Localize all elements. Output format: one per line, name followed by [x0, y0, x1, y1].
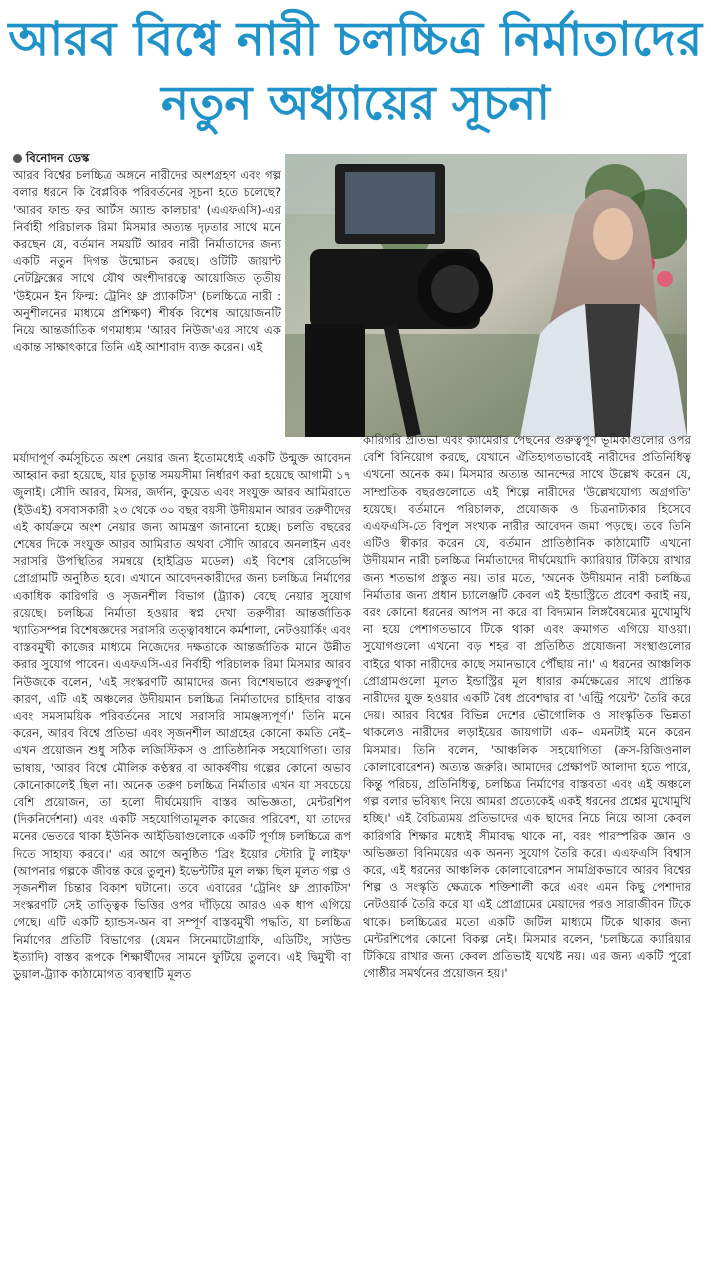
byline-text: বিনোদন ডেস্ক: [26, 151, 90, 165]
headline-line-2: নতুন অধ্যায়ের সূচনা: [161, 76, 550, 131]
photo-illustration: [285, 154, 687, 437]
paragraph-right: কারিগরি প্রতিভা এবং ক্যামেরার পেছনের গুরুত্বপূর্ণ ভূমিকাগুলোর ওপর বেশি বিনিয়োগ করছে, যেখানে ঐতিহ্যগতভাবেই নারীদের প্রতিনিধিত্ব এখনো অনেক কম। মিসমার অত্যন্ত আনন্দের সাথে উল্লেখ করেন যে, সাম্প্রতিক বছরগুলোতে এই শিল্পে নারীদের 'উল্লেখযোগ্য অগ্রগতি' হয়েছে। বর্তমানে পরিচালক, প্রযোজক ও চিত্রনাট্যকার হিসেবে এএফএসি-তে বিপুল সংখ্যক নারীর আবেদন জমা পড়ছে। তবে তিনি এটিও স্বীকার করেন যে, বর্তমান প্রাতিষ্ঠানিক কাঠামোটি এখনো উদীয়মান নারী চলচ্চিত্র নির্মাতাদের দীর্ঘমেয়াদি ক্যারিয়ার টিকিয়ে রাখার জন্য শতভাগ প্রস্তুত নয়। তার মতে, 'অনেক উদীয়মান নারী চলচ্চিত্র নির্মাতার জন্য প্রধান চ্যালেঞ্জটি কেবল এই ইন্ডাস্ট্রিতে প্রবেশ করাই নয়, বরং কোনো ধরনের আপস না করে বা বিদ্যমান লিঙ্গবৈষম্যের মুখোমুখি না হয়ে পেশাগতভাবে টিকে থাকা এবং ক্রমাগত এগিয়ে যাওয়া। সুযোগগুলো এখনো বড় শহর বা প্রতিষ্ঠিত প্রযোজনা সংস্থাগুলোর বাইরে থাকা নারীদের কাছে সমানভাবে পৌঁছায় না।' এ ধরনের আঞ্চলিক প্রোগ্রামগুলো মূলত ইন্ডাস্ট্রির মূল ধারার কর্মক্ষেত্রের সাথে প্রান্তিক নারীদের যুক্ত হওয়ার একটি বৈধ প্রবেশদ্বার বা 'এন্ট্রি পয়েন্ট' তৈরি করে দেয়। আরব বিশ্বের বিভিন্ন দেশের ভৌগোলিক ও সাংস্কৃতিক ভিন্নতা থাকলেও নারীদের লড়াইয়ের জায়গাটা এক– এমনটাই মনে করেন মিসমার। তিনি বলেন, 'আঞ্চলিক সহযোগিতা (ক্রস-রিজিওনাল কোলাবোরেশন) অত্যন্ত জরুরি। আমাদের প্রেক্ষাপট আলাদা হতে পারে, কিন্তু পরিচয়, প্রতিনিধিত্ব, চলচ্চিত্র নির্মাণের বাস্তবতা এবং এই অঞ্চলে গল্প বলার ভবিষ্যৎ নিয়ে আমরা প্রত্যেকেই একই ধরনের প্রশ্নের মুখোমুখি হচ্ছি।' এই বৈচিত্র্যময় প্রতিভাদের এক ছাদের নিচে নিয়ে আসা কেবল কারিগরি শিক্ষার মধ্যেই সীমাবদ্ধ থাকে না, বরং পারস্পরিক জ্ঞান ও অভিজ্ঞতা বিনিময়ের এক অনন্য সুযোগ তৈরি করে। এএফএসি বিশ্বাস করে, এই ধরনের আঞ্চলিক কোলাবোরেশন সামগ্রিকভাবে আরব বিশ্বের শিল্প ও সংস্কৃতি ক্ষেত্রকে শক্তিশালী করে এবং এমন কিছু পেশাদার নেটওয়ার্ক তৈরি করে যা এই প্রোগ্রামের মেয়াদের পরও সারাজীবন টিকে থাকে। চলচ্চিত্রের মতো একটি জটিল মাধ্যমে টিকে থাকার জন্য মেন্টরশিপের কোনো বিকল্প নেই। মিসমার বলেন, 'চলচ্চিত্রে ক্যারিয়ার টিকিয়ে রাখার জন্য কেবল প্রতিভাই যথেষ্ট নয়। এর জন্য একটি পুরো গোষ্ঠীর সমর্থনের প্রয়োজন হয়।': [363, 433, 691, 981]
article-body: [13, 150, 701, 1258]
paragraph-main: মর্যাদাপূর্ণ কর্মসূচিতে অংশ নেয়ার জন্য ইতোমধ্যেই একটি উন্মুক্ত আবেদন আহ্বান করা হয়েছে, যার চূড়ান্ত সময়সীমা নির্ধারণ করা হয়েছে আগামী ১৭ জুলাই। সৌদি আরব, মিসর, জর্দান, কুয়েত এবং সংযুক্ত আরব আমিরাতে (ইউএই) বসবাসকারী ২৩ থেকে ৩০ বছর বয়সী উদীয়মান আরব তরুণীদের এই কার্যক্রমে অংশ নেয়ার জন্য আমন্ত্রণ জানানো হচ্ছে। চলতি বছরের শেষের দিকে সংযুক্ত আরব আমিরাত অথবা সৌদি আরবে অনলাইন এবং সরাসরি উপস্থিতির সমন্বয়ে (হাইব্রিড মডেল) এই বিশেষ রেসিডেন্সি প্রোগ্রামটি অনুষ্ঠিত হবে। এখানে আবেদনকারীদের জন্য চলচ্চিত্র নির্মাণের একাধিক কারিগরি ও সৃজনশীল বিভাগ (ট্র্যাক) বেছে নেয়ার সুযোগ রয়েছে। চলচ্চিত্র নির্মাতা হওয়ার স্বপ্ন দেখা তরুণীরা আন্তর্জাতিক খ্যাতিসম্পন্ন বিশেষজ্ঞদের সরাসরি তত্ত্বাবধানে কর্মশালা, নেটওয়ার্কিং এবং বাস্তবমুখী কাজের মাধ্যমে নিজেদের দক্ষতাকে আন্তর্জাতিক মানে উন্নীত করার সুযোগ পাবেন। এএফএসি-এর নির্বাহী পরিচালক রিমা মিসমার আরব নিউজকে বলেন, 'এই সংস্করণটি আমাদের জন্য বিশেষভাবে গুরুত্বপূর্ণ। কারণ, এটি এই অঞ্চলের উদীয়মান চলচ্চিত্র নির্মাতাদের চাহিদার বাস্তব এবং সমসাময়িক পরিবর্তনের সাথে সরাসরি সামঞ্জস্যপূর্ণ।' তিনি মনে করেন, আরব বিশ্বে প্রতিভা এবং সৃজনশীল আগ্রহের কোনো কমতি নেই– এখন প্রয়োজন শুধু সঠিক লজিস্টিকস ও প্রাতিষ্ঠানিক সহযোগিতা। তার ভাষায়, 'আরব বিশ্বে মৌলিক কণ্ঠস্বর বা আকর্ষণীয় গল্পের কোনো অভাব কোনোকালেই ছিল না। অনেক তরুণ চলচ্চিত্র নির্মাতার এখন যা সবচেয়ে বেশি প্রয়োজন, তা হলো দীর্ঘমেয়াদি বাস্তব অভিজ্ঞতা, মেন্টরশিপ (দিকনির্দেশনা) এবং একটি সহযোগিতামূলক কাজের পরিবেশ, যা তাদের মনের ভেতরে থাকা ইউনিক আইডিয়াগুলোকে একটি পূর্ণাঙ্গ চলচ্চিত্রে রূপ দিতে সাহায্য করবে।' এর আগে অনুষ্ঠিত 'ব্রিং ইয়োর স্টোরি টু লাইফ' (আপনার গল্পকে জীবন্ত করে তুলুন) ইভেন্টটির মূল লক্ষ্য ছিল মূলত গল্প ও সৃজনশীল চিন্তার বিকাশ ঘটানো। তবে এবারের 'ট্রেনিং থ্রু প্র্যাকটিস' সংস্করণটি সেই তাত্ত্বিক ভিত্তির ওপর দাঁড়িয়ে আরও এক ধাপ এগিয়ে গেছে। এটি একটি হ্যান্ডস-অন বা সম্পূর্ণ বাস্তবমুখী পদ্ধতি, যা চলচ্চিত্র নির্মাণের প্রতিটি বিভাগের (যেমন সিনেমাটোগ্রাফি, এডিটিং, সাউন্ড ইত্যাদি) বাস্তব রূপকে শিক্ষার্থীদের সামনে ফুটিয়ে তুলবে। এই দ্বিমুখী বা ডুয়াল-ট্র্যাক কাঠামোগত ব্যবস্থাটি মূলত: [13, 451, 351, 982]
bullet-icon: [13, 154, 22, 163]
headline-line-1: আরব বিশ্বে নারী চলচ্চিত্র নির্মাতাদের: [8, 12, 703, 67]
column-right: [363, 432, 691, 983]
paragraph-intro: আরব বিশ্বের চলচ্চিত্র অঙ্গনে নারীদের অংশগ্রহণ এবং গল্প বলার ধরনে কি বৈপ্লবিক পরিবর্তনের সূচনা হতে চলেছে? 'আরব ফান্ড ফর আর্টস অ্যান্ড কালচার' (এএফএসি)-এর নির্বাহী পরিচালক রিমা মিসমার অত্যন্ত দৃঢ়তার সাথে মনে করছেন যে, বর্তমান সময়টি আরব নারী নির্মাতাদের জন্য একটি নতুন দিগন্ত উন্মোচন করছে। ওটিটি জায়ান্ট নেটফ্লিক্সের সাথে যৌথ অংশীদারত্বে আয়োজিত তৃতীয় 'উইমেন ইন ফিল্ম: ট্রেনিং থ্রু প্র্যাকটিস' (চলচ্চিত্রে নারী : অনুশীলনের মাধ্যমে প্রশিক্ষণ) শীর্ষক বিশেষ আয়োজনটি নিয়ে আন্তর্জাতিক গণমাধ্যম 'আরব নিউজ'এর সাথে এক একান্ত সাক্ষাৎকারে তিনি এই আশাবাদ ব্যক্ত করেন। এই: [13, 168, 281, 355]
column-left-continued: [13, 450, 351, 983]
article-photo: [285, 154, 687, 437]
headline: [0, 8, 711, 136]
